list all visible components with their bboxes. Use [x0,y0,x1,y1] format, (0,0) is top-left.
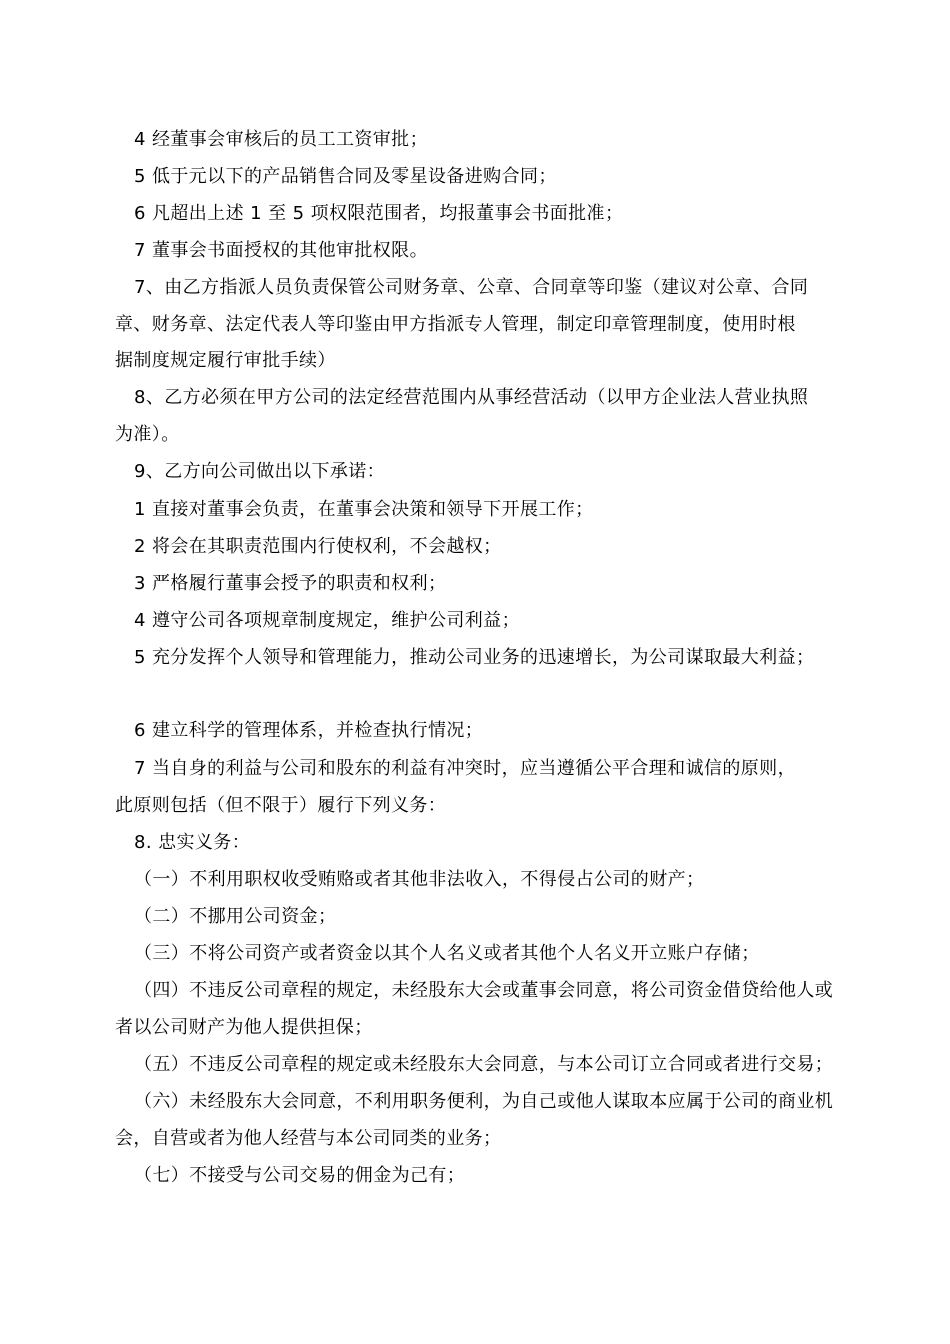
text-line: 4 经董事会审核后的员工工资审批； [134,129,428,150]
text-line: 5 充分发挥个人领导和管理能力，推动公司业务的迅速增长，为公司谋取最大利益； [134,647,815,668]
text-line: 据制度规定履行审批手续） [115,350,336,371]
text-line: 为准）。 [115,424,180,445]
text-line: （三）不将公司资产或者资金以其个人名义或者其他个人名义开立账户存储； [134,943,760,964]
text-line: 4 遵守公司各项规章制度规定，维护公司利益； [134,610,520,631]
text-line: 9、乙方向公司做出以下承诺： [134,461,386,482]
text-line: 1 直接对董事会负责，在董事会决策和领导下开展工作； [134,499,594,520]
text-line: （四）不违反公司章程的规定，未经股东大会或董事会同意，将公司资金借贷给他人或 [134,980,834,1001]
text-line: 2 将会在其职责范围内行使权利，不会越权； [134,536,502,557]
text-line: 7、由乙方指派人员负责保管公司财务章、公章、合同章等印鉴（建议对公章、合同 [134,277,809,298]
text-line: （二）不挪用公司资金； [134,906,337,927]
text-line: 3 严格履行董事会授予的职责和权利； [134,573,447,594]
text-line: 7 董事会书面授权的其他审批权限。 [134,240,428,261]
text-line: 5 低于元以下的产品销售合同及零星设备进购合同； [134,166,557,187]
text-line: （六）未经股东大会同意，不利用职务便利，为自己或他人谋取本应属于公司的商业机 [134,1091,834,1112]
text-line: 8、乙方必须在甲方公司的法定经营范围内从事经营活动（以甲方企业法人营业执照 [134,387,809,408]
text-line: 此原则包括（但不限于）履行下列义务： [115,795,447,816]
text-line: 6 凡超出上述 1 至 5 项权限范围者，均报董事会书面批准； [134,203,624,224]
text-line: 会，自营或者为他人经营与本公司同类的业务； [115,1128,502,1149]
text-line: 7 当自身的利益与公司和股东的利益有冲突时，应当遵循公平合理和诚信的原则， [134,758,796,779]
text-line: 8. 忠实义务： [134,832,251,853]
text-line: 6 建立科学的管理体系，并检查执行情况； [134,720,484,741]
text-line: （一）不利用职权收受贿赂或者其他非法收入，不得侵占公司的财产； [134,869,705,890]
text-line: 者以公司财产为他人提供担保； [115,1017,373,1038]
text-line: 章、财务章、法定代表人等印鉴由甲方指派专人管理，制定印章管理制度，使用时根 [115,314,796,335]
text-line: （七）不接受与公司交易的佣金为己有； [134,1165,466,1186]
text-line: （五）不违反公司章程的规定或未经股东大会同意，与本公司订立合同或者进行交易； [134,1054,834,1075]
